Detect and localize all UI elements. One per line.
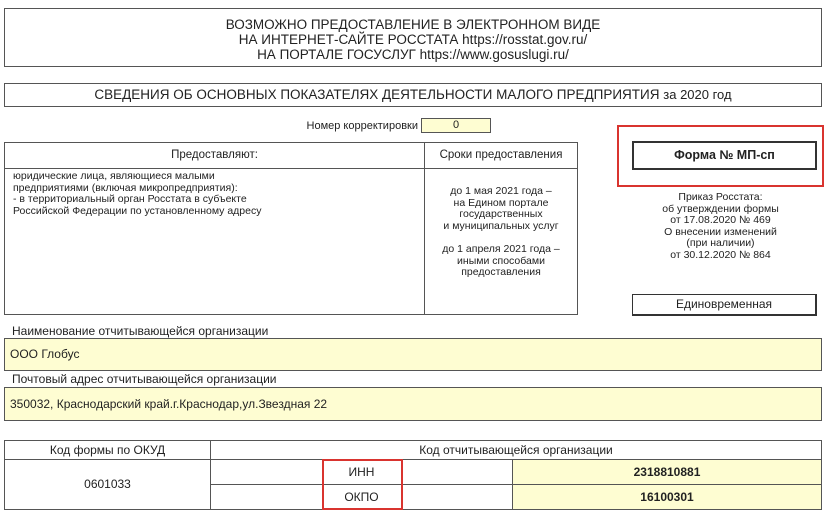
okpo-field[interactable]: 16100301 <box>512 484 822 510</box>
org-code-header: Код отчитывающейся организации <box>210 440 822 460</box>
providers-line: - в территориальный орган Росстата в субъекте <box>13 193 247 205</box>
providers-line: предприятиями (включая микропредприятия): <box>13 181 238 194</box>
okud-code-header: Код формы по ОКУД <box>4 440 211 460</box>
banner-line: НА ПОРТАЛЕ ГОСУСЛУГ https://www.gosuslugi.ru/ <box>257 47 569 62</box>
org-name-label: Наименование отчитывающейся организации <box>12 324 269 338</box>
providers-line: Российской Федерации по установленному адресу <box>13 204 262 217</box>
order-line: Приказ Росстата: <box>678 191 763 203</box>
providers-cell <box>4 168 425 315</box>
order-line: (при наличии) <box>686 237 755 249</box>
form-name: Форма № МП-сп <box>632 141 817 170</box>
deadline-line: до 1 мая 2021 года – <box>450 185 552 197</box>
order-line: О внесении изменений <box>664 225 777 238</box>
electronic-submission-banner <box>4 8 822 67</box>
inn-okpo-highlight <box>322 459 403 510</box>
deadline-line: предоставления <box>461 266 541 278</box>
banner-line: НА ИНТЕРНЕТ-САЙТЕ РОССТАТА https://rosstat.gov.ru/ <box>238 32 588 47</box>
providers-header: Предоставляют: <box>4 142 425 169</box>
org-name-field[interactable]: ООО Глобус <box>4 338 822 371</box>
inn-field[interactable]: 2318810881 <box>512 459 822 485</box>
postal-address-label: Почтовый адрес отчитывающейся организации <box>12 372 277 386</box>
order-line: от 17.08.2020 № 469 <box>670 214 771 226</box>
report-title <box>4 83 822 107</box>
postal-address-field[interactable]: 350032, Краснодарский край.г.Краснодар,ул.Звездная 22 <box>4 387 822 421</box>
okpo-label: ОКПО <box>210 484 513 510</box>
order-line: от 30.12.2020 № 864 <box>670 248 771 261</box>
report-title-year: за 2020 год <box>663 87 732 102</box>
deadlines-header: Сроки предоставления <box>424 142 578 169</box>
providers-line: юридические лица, являющиеся малыми <box>13 170 215 182</box>
order-line: об утверждении формы <box>662 202 779 215</box>
inn-label: ИНН <box>210 459 513 485</box>
banner-line: ВОЗМОЖНО ПРЕДОСТАВЛЕНИЕ В ЭЛЕКТРОННОМ ВИДЕ <box>225 17 601 32</box>
okud-code-value: 0601033 <box>4 459 211 510</box>
deadlines-cell <box>424 168 578 315</box>
deadline-line: иными способами <box>457 254 545 267</box>
rosstat-order-info <box>618 192 823 261</box>
correction-number-field[interactable]: 0 <box>421 118 491 133</box>
report-title-main: СВЕДЕНИЯ ОБ ОСНОВНЫХ ПОКАЗАТЕЛЯХ ДЕЯТЕЛЬНОСТИ МАЛОГО ПРЕДПРИЯТИЯ <box>94 87 660 102</box>
periodicity-box: Единовременная <box>632 294 817 316</box>
correction-number-label: Номер корректировки <box>306 120 418 132</box>
deadline-line: государственных <box>459 208 543 220</box>
deadline-line: и муниципальных услуг <box>443 219 559 232</box>
deadline-line: до 1 апреля 2021 года – <box>442 243 560 255</box>
deadline-line: на Едином портале <box>453 196 549 209</box>
